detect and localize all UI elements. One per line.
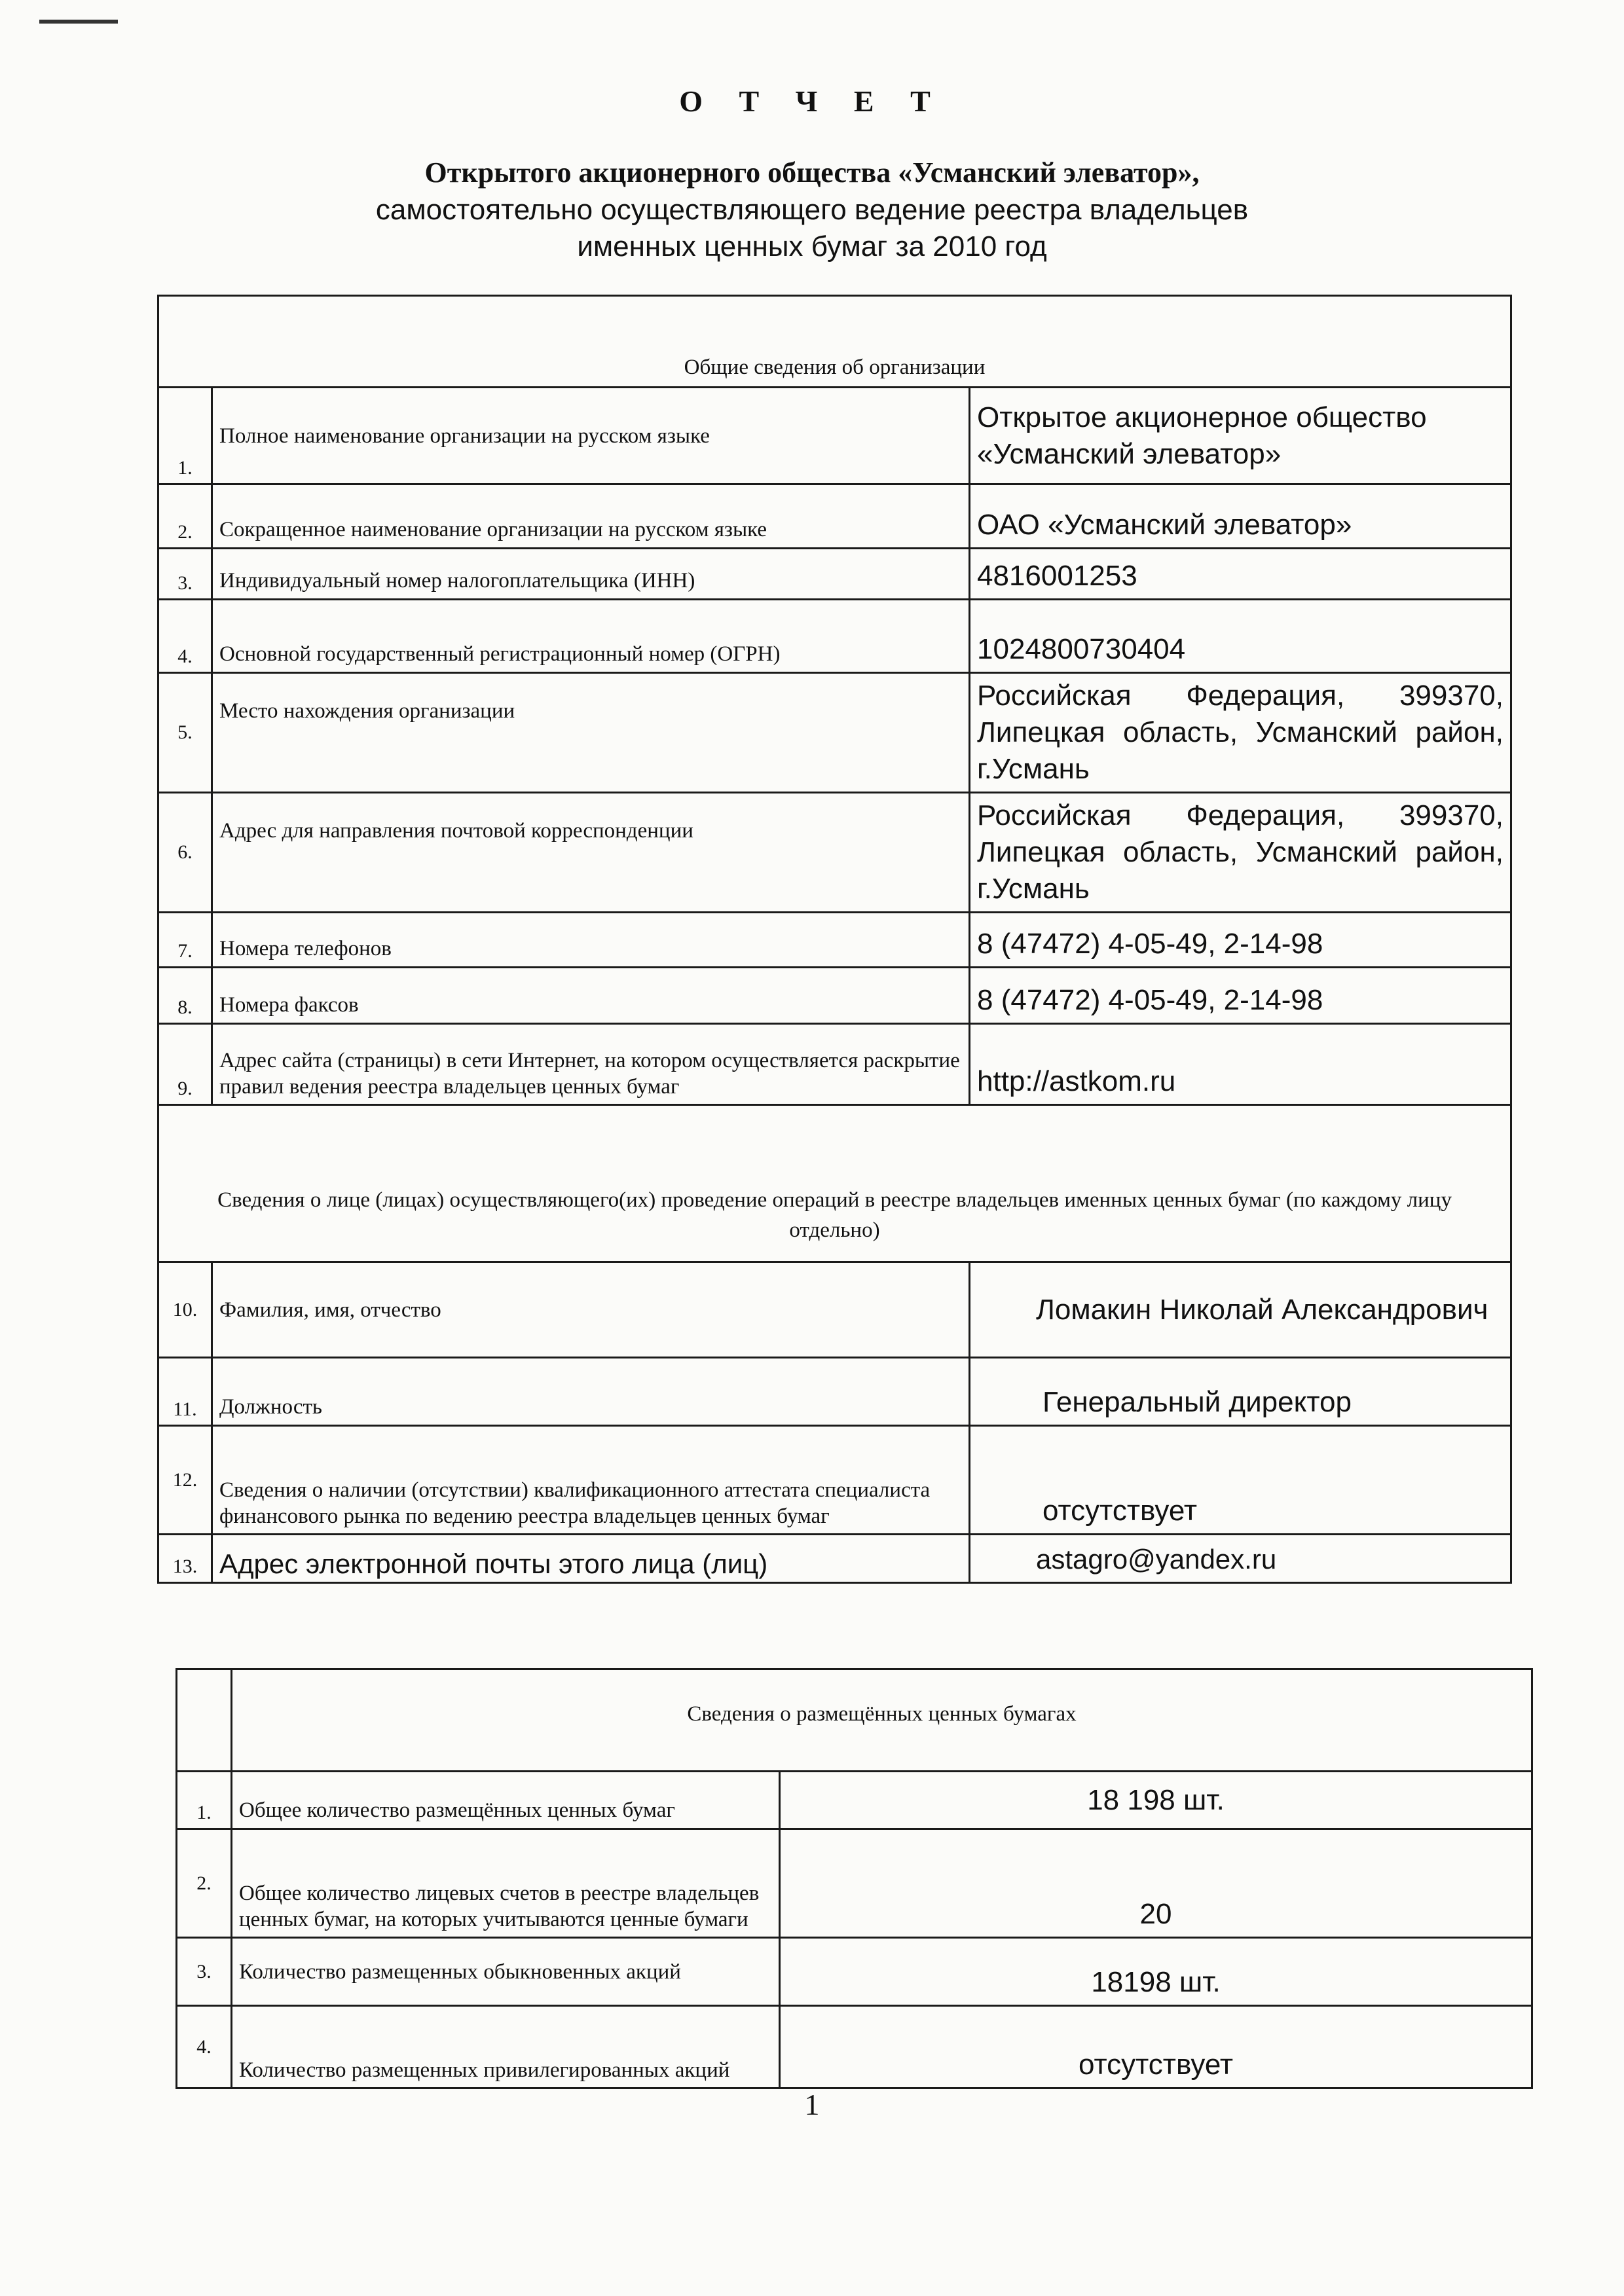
general-info-heading: Общие сведения об организации	[158, 296, 1511, 388]
field-label: Адрес электронной почты этого лица (лиц)	[212, 1535, 970, 1583]
table-row	[158, 1262, 1511, 1358]
field-value: 8 (47472) 4-05-49, 2-14-98	[970, 968, 1511, 1024]
field-label: Индивидуальный номер налогоплательщика (ИНН)	[212, 549, 970, 600]
table-row	[158, 1535, 1511, 1583]
field-value: 18 198 шт.	[780, 1772, 1532, 1829]
securities-info-table	[175, 1668, 1533, 2089]
page-number: 1	[804, 2088, 820, 2121]
table-row	[158, 484, 1511, 549]
field-label: Адрес сайта (страницы) в сети Интернет, на котором осуществляется раскрытие правил ведения реестра владельцев ценных бумаг	[212, 1024, 970, 1105]
row-number: 3.	[177, 1938, 232, 2006]
table-row	[158, 913, 1511, 968]
field-value: 20	[780, 1829, 1532, 1938]
field-label: Место нахождения организации	[212, 673, 970, 793]
table-row	[158, 600, 1511, 673]
row-number: 12.	[158, 1426, 212, 1535]
field-label: Номера телефонов	[212, 913, 970, 968]
table-row	[158, 968, 1511, 1024]
report-title: О Т Ч Е Т	[679, 84, 945, 118]
row-number: 1.	[158, 388, 212, 484]
table-row	[158, 1426, 1511, 1535]
row-number: 2.	[158, 484, 212, 549]
report-subtitle-line3: именных ценных бумаг за 2010 год	[577, 230, 1047, 263]
field-value: 4816001253	[970, 549, 1511, 600]
field-label: Фамилия, имя, отчество	[212, 1262, 970, 1358]
field-value: astagro@yandex.ru	[970, 1535, 1511, 1583]
field-value: 8 (47472) 4-05-49, 2-14-98	[970, 913, 1511, 968]
field-label: Количество размещенных привилегированных акций	[232, 2006, 780, 2088]
row-number: 10.	[158, 1262, 212, 1358]
report-subtitle-org: Открытого акционерного общества «Усманский элеватор»,	[424, 156, 1200, 189]
row-number: 4.	[158, 600, 212, 673]
field-value: отсутствует	[780, 2006, 1532, 2088]
table-row	[177, 1772, 1532, 1829]
row-number: 4.	[177, 2006, 232, 2088]
row-number: 8.	[158, 968, 212, 1024]
row-number: 5.	[158, 673, 212, 793]
scan-mark	[39, 20, 118, 24]
field-label: Общее количество лицевых счетов в реестре владельцев ценных бумаг, на которых учитываются ценные бумаги	[232, 1829, 780, 1938]
field-value: ОАО «Усманский элеватор»	[970, 484, 1511, 549]
table-row	[177, 2006, 1532, 2088]
row-number: 13.	[158, 1535, 212, 1583]
field-value: Генеральный директор	[970, 1358, 1511, 1426]
row-number: 1.	[177, 1772, 232, 1829]
table-row	[158, 1024, 1511, 1105]
table-row	[158, 673, 1511, 793]
field-label: Полное наименование организации на русском языке	[212, 388, 970, 484]
field-value: 1024800730404	[970, 600, 1511, 673]
field-value: http://astkom.ru	[970, 1024, 1511, 1105]
empty-cell	[177, 1669, 232, 1772]
table-row	[158, 549, 1511, 600]
field-label: Количество размещенных обыкновенных акций	[232, 1938, 780, 2006]
field-label: Должность	[212, 1358, 970, 1426]
table-row	[158, 388, 1511, 484]
securities-info-heading: Сведения о размещённых ценных бумагах	[232, 1669, 1532, 1772]
table-row	[158, 793, 1511, 913]
organization-info-table	[157, 295, 1512, 1584]
report-subtitle-line2: самостоятельно осуществляющего ведение реестра владельцев	[375, 194, 1249, 226]
row-number: 6.	[158, 793, 212, 913]
field-value: Российская Федерация, 399370, Липецкая область, Усманский район, г.Усмань	[970, 673, 1511, 793]
field-value: Ломакин Николай Александрович	[970, 1262, 1511, 1358]
row-number: 9.	[158, 1024, 212, 1105]
field-label: Основной государственный регистрационный номер (ОГРН)	[212, 600, 970, 673]
field-value: 18198 шт.	[780, 1938, 1532, 2006]
field-label: Номера факсов	[212, 968, 970, 1024]
person-info-heading: Сведения о лице (лицах) осуществляющего(их) проведение операций в реестре владельцев именных ценных бумаг (по каждому лицу отдельно)	[158, 1105, 1511, 1262]
row-number: 7.	[158, 913, 212, 968]
field-label: Адрес для направления почтовой корреспонденции	[212, 793, 970, 913]
row-number: 3.	[158, 549, 212, 600]
table-row	[177, 1829, 1532, 1938]
field-value: отсутствует	[970, 1426, 1511, 1535]
field-label: Сведения о наличии (отсутствии) квалификационного аттестата специалиста финансового рынка по ведению реестра владельцев ценных бумаг	[212, 1426, 970, 1535]
field-value: Российская Федерация, 399370, Липецкая область, Усманский район, г.Усмань	[970, 793, 1511, 913]
field-label: Общее количество размещённых ценных бумаг	[232, 1772, 780, 1829]
field-label: Сокращенное наименование организации на русском языке	[212, 484, 970, 549]
row-number: 2.	[177, 1829, 232, 1938]
table-row	[177, 1938, 1532, 2006]
row-number: 11.	[158, 1358, 212, 1426]
table-row	[158, 1358, 1511, 1426]
field-value: Открытое акционерное общество «Усманский элеватор»	[970, 388, 1511, 484]
